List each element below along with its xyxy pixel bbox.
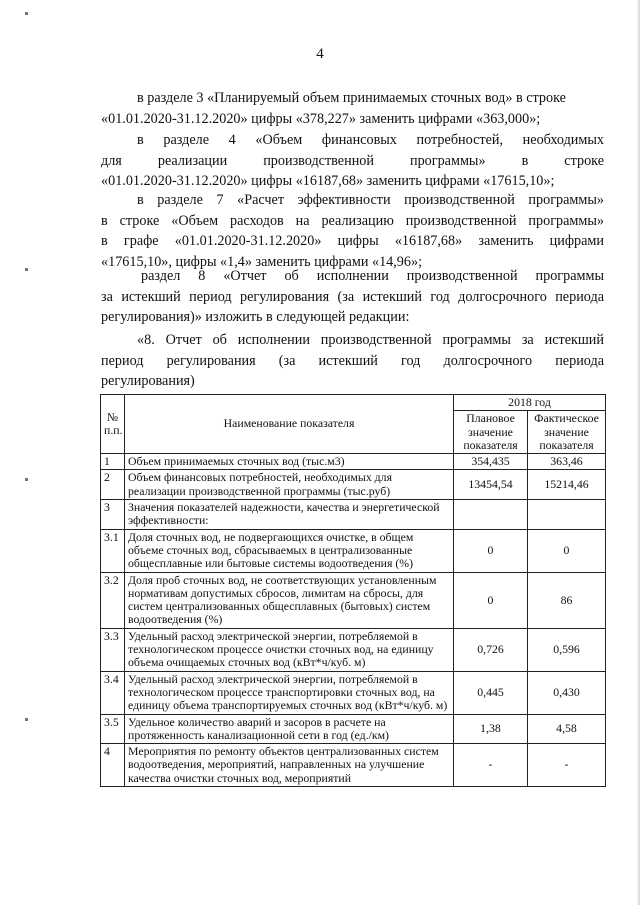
margin-mark [25,478,28,481]
header-num: № п.п. [101,395,125,454]
row-actual-value: 0 [528,529,606,572]
row-actual-value: 86 [528,572,606,628]
row-planned-value: 0 [454,529,528,572]
paragraph-section-7: в разделе 7 «Расчет эффективности производственной программы» в строке «Объем расходов на реализацию производственной программы» в графе «01.01.2020-31.12.2020» цифры «16187,68» заменить цифрами «17615,10», цифры «1,4» заменить цифрами «14,96»; [101,192,604,270]
margin-mark [25,718,28,721]
row-planned-value [454,500,528,530]
row-planned-value: 0,726 [454,628,528,671]
table-row [101,628,606,671]
row-indicator-name: Объем принимаемых сточных вод (тыс.м3) [125,454,454,470]
row-planned-value: 1,38 [454,714,528,744]
table-row [101,572,606,628]
report-table [100,394,606,787]
paragraph-section-3: в разделе 3 «Планируемый объем принимаемых сточных вод» в строке «01.01.2020-31.12.2020» цифры «378,227» заменить цифрами «363,000»; [101,90,566,127]
row-planned-value: 0,445 [454,671,528,714]
row-number: 3.2 [101,572,125,628]
row-number: 4 [101,744,125,787]
row-actual-value: 15214,46 [528,470,606,500]
row-actual-value: 4,58 [528,714,606,744]
margin-mark [25,268,28,271]
row-number: 3 [101,500,125,530]
row-number: 2 [101,470,125,500]
header-planned: Плановое значение показателя [454,411,528,454]
table-row [101,671,606,714]
row-number: 3.1 [101,529,125,572]
row-actual-value [528,500,606,530]
row-indicator-name: Объем финансовых потребностей, необходимых для реализации производственной программы (тыс.руб) [125,470,454,500]
table-body [101,454,606,787]
paragraph-section-8: раздел 8 «Отчет об исполнении производственной программы за истекший период регулирования (за истекший год долгосрочного периода регулирования)» изложить в следующей редакции: [101,268,604,325]
row-actual-value: - [528,744,606,787]
row-indicator-name: Удельный расход электрической энергии, потребляемой в технологическом процессе транспортировки сточных вод, на единицу объема транспортируемых сточных вод (кВт*ч/куб. м) [125,671,454,714]
table-row [101,744,606,787]
row-number: 3.3 [101,628,125,671]
row-number: 1 [101,454,125,470]
row-planned-value: 13454,54 [454,470,528,500]
header-actual: Фактическое значение показателя [528,411,606,454]
row-actual-value: 363,46 [528,454,606,470]
row-number: 3.4 [101,671,125,714]
table-row [101,454,606,470]
row-indicator-name: Удельный расход электрической энергии, потребляемой в технологическом процессе очистки сточных вод, на единицу объема очищаемых сточных вод (кВт*ч/куб. м) [125,628,454,671]
row-indicator-name: Доля сточных вод, не подвергающихся очистке, в общем объеме сточных вод, сбрасываемых в централизованные общесплавные или бытовые системы водоотведения (%) [125,529,454,572]
paragraph-section-4: в разделе 4 «Объем финансовых потребностей, необходимых для реализации производственной программы» в строке «01.01.2020-31.12.2020» цифры «16187,68» заменить цифрами «17615,10»; [101,132,604,189]
header-name: Наименование показателя [125,395,454,454]
paragraph-report-title: «8. Отчет об исполнении производственной программы за истекший период регулирования (за истекший год долгосрочного периода регулирования) [101,332,604,389]
page-number: 4 [316,46,324,62]
row-planned-value: 0 [454,572,528,628]
row-planned-value: - [454,744,528,787]
table-row [101,500,606,530]
margin-mark [25,12,28,15]
table-row [101,529,606,572]
row-planned-value: 354,435 [454,454,528,470]
row-indicator-name: Мероприятия по ремонту объектов централизованных систем водоотведения, мероприятий, направленных на улучшение качества очистки сточных вод, мероприятий [125,744,454,787]
row-indicator-name: Значения показателей надежности, качества и энергетической эффективности: [125,500,454,530]
row-actual-value: 0,430 [528,671,606,714]
header-year: 2018 год [454,395,606,411]
row-indicator-name: Доля проб сточных вод, не соответствующих установленным нормативам допустимых сбросов, лимитам на сбросы, для систем централизованных общесплавных (бытовых) систем водоотведения (%) [125,572,454,628]
row-indicator-name: Удельное количество аварий и засоров в расчете на протяженность канализационной сети в год (ед./км) [125,714,454,744]
table-row [101,714,606,744]
row-actual-value: 0,596 [528,628,606,671]
table-row [101,470,606,500]
row-number: 3.5 [101,714,125,744]
